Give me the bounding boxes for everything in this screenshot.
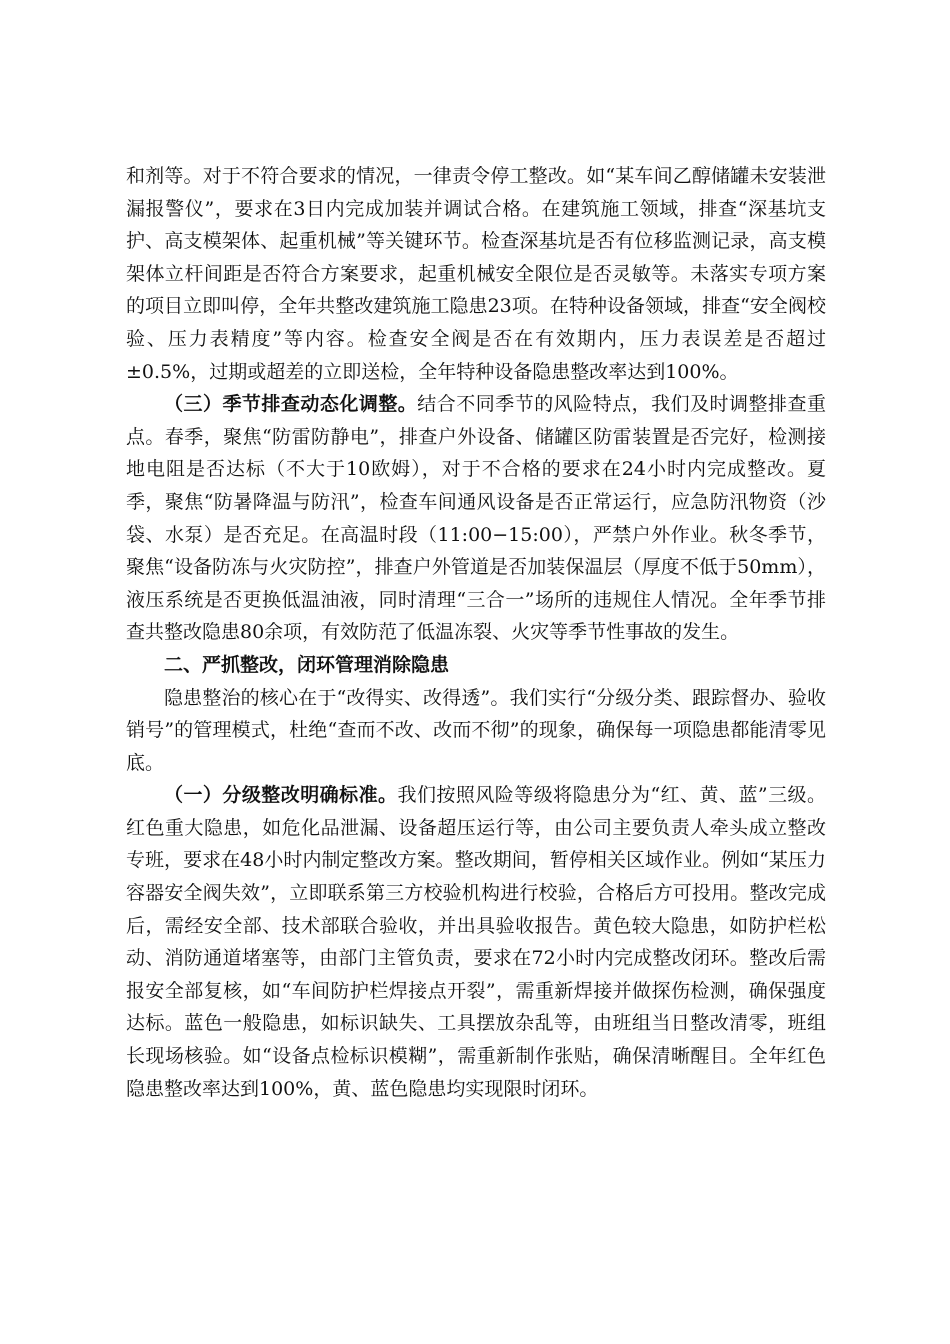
section-heading: 二、严抓整改，闭环管理消除隐患: [164, 653, 450, 676]
paragraph-body-text: 结合不同季节的风险特点，我们及时调整排查重点。春季，聚焦“防雷防静电”，排查户外设备、储罐区防雷装置是否完好，检测接地电阻是否达标（不大于10欧姆），对于不合格的要求在24小时内完成整改。夏季，聚焦“防暑降温与防汛”，检查车间通风设备是否正常运行，应急防汛物资（沙袋、水泵）是否充足。在高温时段（11:00−15:00），严禁户外作业。秋冬季节，聚焦“设备防冻与火灾防控”，排查户外管道是否加装保温层（厚度不低于50mm），液压系统是否更换低温油液，同时清理“三合一”场所的违规住人情况。全年季节排查共整改隐患80余项，有效防范了低温冻裂、火灾等季节性事故的发生。: [126, 393, 826, 644]
paragraph-graded-rectification: [126, 779, 826, 1105]
paragraph-lead-heading: （一）分级整改明确标准。: [164, 784, 398, 807]
paragraph-lead-heading: （三）季节排查动态化调整。: [164, 393, 418, 416]
paragraph-rectification-intro: 隐患整治的核心在于“改得实、改得透”。我们实行“分级分类、跟踪督办、验收销号”的管理模式，杜绝“查而不改、改而不彻”的现象，确保每一项隐患都能清零见底。: [126, 686, 826, 774]
paragraph-continued: 和剂等。对于不符合要求的情况，一律责令停工整改。如“某车间乙醇储罐未安装泄漏报警仪”，要求在3日内完成加装并调试合格。在建筑施工领域，排查“深基坑支护、高支模架体、起重机械”等关键环节。检查深基坑是否有位移监测记录，高支模架体立杆间距是否符合方案要求，起重机械安全限位是否灵敏等。未落实专项方案的项目立即叫停，全年共整改建筑施工隐患23项。在特种设备领域，排查“安全阀校验、压力表精度”等内容。检查安全阀是否在有效期内，压力表误差是否超过±0.5%，过期或超差的立即送检，全年特种设备隐患整改率达到100%。: [126, 165, 826, 383]
paragraph-seasonal-inspection: [126, 388, 826, 649]
document-body: [126, 160, 826, 1105]
paragraph-body-text: 我们按照风险等级将隐患分为“红、黄、蓝”三级。红色重大隐患，如危化品泄漏、设备超压运行等，由公司主要负责人牵头成立整改专班，要求在48小时内制定整改方案。整改期间，暂停相关区域作业。例如“某压力容器安全阀失效”，立即联系第三方校验机构进行校验，合格后方可投用。整改完成后，需经安全部、技术部联合验收，并出具验收报告。黄色较大隐患，如防护栏松动、消防通道堵塞等，由部门主管负责，要求在72小时内完成整改闭环。整改后需报安全部复核，如“车间防护栏焊接点开裂”，需重新焊接并做探伤检测，确保强度达标。蓝色一般隐患，如标识缺失、工具摆放杂乱等，由班组当日整改清零，班组长现场核验。如“设备点检标识模糊”，需重新制作张贴，确保清晰醒目。全年红色隐患整改率达到100%，黄、蓝色隐患均实现限时闭环。: [126, 784, 826, 1100]
